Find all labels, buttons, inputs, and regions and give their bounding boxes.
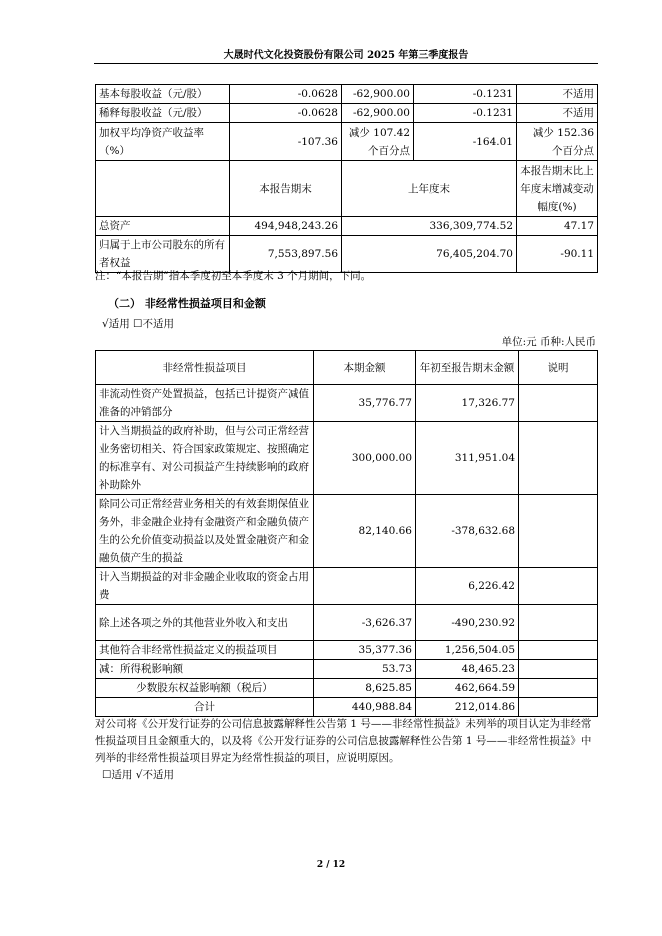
applicability-check: ☐适用 √不适用 [102,769,174,781]
cell-note [519,422,598,495]
cell-current: 440,988.84 [314,698,416,717]
unit-label: 单位:元 币种:人民币 [501,336,596,348]
cell-current [314,568,416,605]
column-header: 本报告期末比上年度末增减变动幅度(%) [517,161,598,217]
cell-ytd: 1,256,504.05 [416,641,519,660]
cell-current: -3,626.37 [314,605,416,641]
cell-change: 减少 107.42 个百分点 [342,123,414,161]
cell-current: 35,377.36 [314,641,416,660]
cell-current: -0.0628 [230,85,342,104]
page-number: 2 / 12 [316,860,346,870]
cell-note [519,698,598,717]
row-label: 归属于上市公司股东的所有者权益 [96,236,230,273]
cell-note [519,641,598,660]
table-row [96,641,598,660]
cell-note [519,495,598,568]
applicability-check: √适用 ☐不适用 [102,318,174,330]
table-row [96,679,598,698]
table-row [96,85,598,104]
table-row [96,422,598,495]
cell-ytd-change: 不适用 [517,104,598,123]
cell-ytd: 462,664.59 [416,679,519,698]
table-row [96,495,598,568]
financial-indicators-table [95,84,598,273]
item-cell: 其他符合非经常性损益定义的损益项目 [96,641,314,660]
cell-change: 47.17 [517,217,598,236]
cell-current: 7,553,897.56 [230,236,342,273]
cell-ytd: 48,465.23 [416,660,519,679]
item-cell: 少数股东权益影响额（税后） [96,679,314,698]
cell-ytd: 311,951.04 [416,422,519,495]
cell-change: -62,900.00 [342,85,414,104]
table-note: 注：“本报告期”指本季度初至本季度末 3 个月期间，下同。 [95,270,372,282]
table-row [96,123,598,161]
cell-ytd-change: 不适用 [517,85,598,104]
cell-current: -0.0628 [230,104,342,123]
table-row [96,217,598,236]
item-cell: 合计 [96,698,314,717]
table-row [96,236,598,273]
non-recurring-items-table [95,350,598,717]
column-header: 说明 [519,351,598,385]
column-header: 年初至报告期末金额 [416,351,519,385]
item-cell: 减：所得税影响额 [96,660,314,679]
cell-prior: 76,405,204.70 [342,236,517,273]
column-header: 本期金额 [314,351,416,385]
cell-ytd: -164.01 [414,123,517,161]
row-label: 加权平均净资产收益率（%） [96,123,230,161]
cell-note [519,660,598,679]
cell-ytd: 212,014.86 [416,698,519,717]
header-rule [94,63,598,64]
cell-note [519,385,598,422]
table-row [96,568,598,605]
empty-cell [96,161,230,217]
row-label: 稀释每股收益（元/股） [96,104,230,123]
cell-current: 53.73 [314,660,416,679]
cell-ytd: -0.1231 [414,104,517,123]
table-row [96,660,598,679]
item-cell: 除同公司正常经营业务相关的有效套期保值业务外，非金融企业持有金融资产和金融负债产生的公允价值变动损益以及处置金融资产和金融负债产生的损益 [96,495,314,568]
cell-note [519,605,598,641]
column-header: 上年度末 [342,161,517,217]
row-label: 基本每股收益（元/股） [96,85,230,104]
report-header: 大晟时代文化投资股份有限公司 2025 年第三季度报告 [223,50,469,61]
cell-current: 8,625.85 [314,679,416,698]
section-title: （二） 非经常性损益项目和金额 [108,297,266,310]
cell-current: 82,140.66 [314,495,416,568]
row-label: 总资产 [96,217,230,236]
cell-prior: 336,309,774.52 [342,217,517,236]
table-header-row [96,161,598,217]
cell-current: 494,948,243.26 [230,217,342,236]
item-cell: 计入当期损益的政府补助，但与公司正常经营业务密切相关、符合国家政策规定、按照确定的标准享有、对公司损益产生持续影响的政府补助除外 [96,422,314,495]
cell-ytd: -378,632.68 [416,495,519,568]
cell-ytd: -490,230.92 [416,605,519,641]
column-header: 本报告期末 [230,161,342,217]
item-cell: 除上述各项之外的其他营业外收入和支出 [96,605,314,641]
table-header-row [96,351,598,385]
disclosure-paragraph: 对公司将《公开发行证券的公司信息披露解释性公告第 1 号——非经常性损益》未列举的项目认定为非经常性损益项目且金额重大的，以及将《公开发行证券的公司信息披露解释性公告第 1 号——非经常性损益》中列举的非经常性损益项目界定为经常性损益的项目，应说明原因。 [95,718,592,764]
cell-current: 300,000.00 [314,422,416,495]
table-row [96,698,598,717]
cell-ytd: 6,226.42 [416,568,519,605]
cell-current: -107.36 [230,123,342,161]
cell-ytd-change: 减少 152.36 个百分点 [517,123,598,161]
table-row [96,104,598,123]
item-cell: 非流动性资产处置损益，包括已计提资产减值准备的冲销部分 [96,385,314,422]
cell-note [519,568,598,605]
item-cell: 计入当期损益的对非金融企业收取的资金占用费 [96,568,314,605]
table-row [96,385,598,422]
table-row [96,605,598,641]
column-header: 非经常性损益项目 [96,351,314,385]
cell-current: 35,776.77 [314,385,416,422]
cell-note [519,679,598,698]
cell-change: -62,900.00 [342,104,414,123]
cell-ytd: -0.1231 [414,85,517,104]
cell-ytd: 17,326.77 [416,385,519,422]
cell-change: -90.11 [517,236,598,273]
